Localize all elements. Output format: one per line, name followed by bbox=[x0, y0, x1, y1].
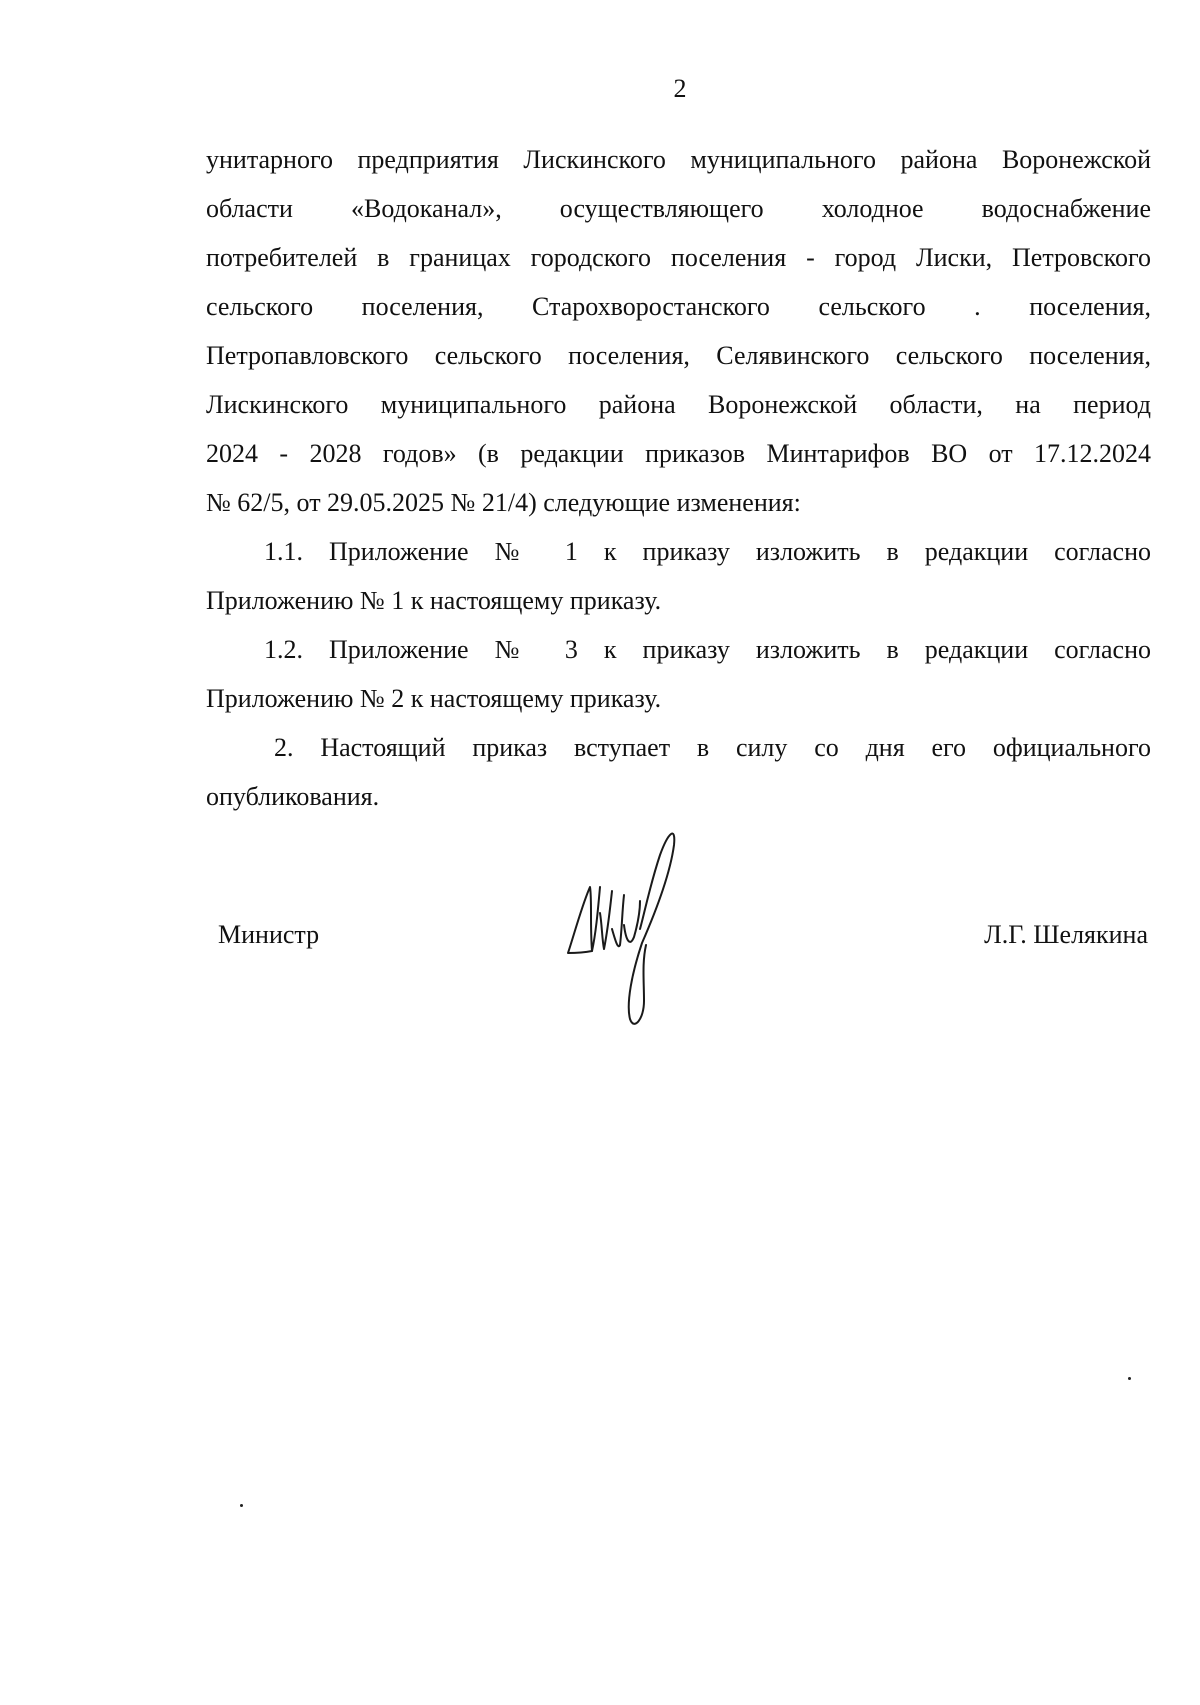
page-number: 2 bbox=[673, 74, 687, 103]
intro-line-6: Лискинского муниципального района Воронежской области, на период bbox=[206, 390, 1151, 419]
scan-speck bbox=[1128, 1377, 1131, 1380]
position-title: Министр bbox=[218, 920, 320, 949]
item-1-1-line-1: 1.1. Приложение № 1 к приказу изложить в редакции согласно bbox=[264, 537, 1151, 566]
item-1-2-line-1: 1.2. Приложение № 3 к приказу изложить в редакции согласно bbox=[264, 635, 1151, 664]
item-1-2-line-2: Приложению № 2 к настоящему приказу. bbox=[206, 684, 662, 713]
document-body bbox=[206, 135, 1151, 821]
item-2-line-2: опубликования. bbox=[206, 782, 380, 811]
item-1-1-line-2: Приложению № 1 к настоящему приказу. bbox=[206, 586, 662, 615]
handwritten-signature bbox=[560, 825, 710, 1035]
scan-speck bbox=[240, 1504, 243, 1507]
intro-line-4: сельского поселения, Старохворостанского сельского . поселения, bbox=[206, 292, 1151, 321]
signer-name: Л.Г. Шелякина bbox=[984, 920, 1148, 949]
intro-line-5: Петропавловского сельского поселения, Селявинского сельского поселения, bbox=[206, 341, 1151, 370]
intro-line-8: № 62/5, от 29.05.2025 № 21/4) следующие изменения: bbox=[206, 488, 801, 517]
intro-line-3: потребителей в границах городского поселения - город Лиски, Петровского bbox=[206, 243, 1151, 272]
intro-line-2: области «Водоканал», осуществляющего холодное водоснабжение bbox=[206, 194, 1151, 223]
intro-line-1: унитарного предприятия Лискинского муниципального района Воронежской bbox=[206, 145, 1151, 174]
intro-line-7: 2024 - 2028 годов» (в редакции приказов Минтарифов ВО от 17.12.2024 bbox=[206, 439, 1151, 468]
item-2-line-1: 2. Настоящий приказ вступает в силу со дня его официального bbox=[274, 733, 1151, 762]
